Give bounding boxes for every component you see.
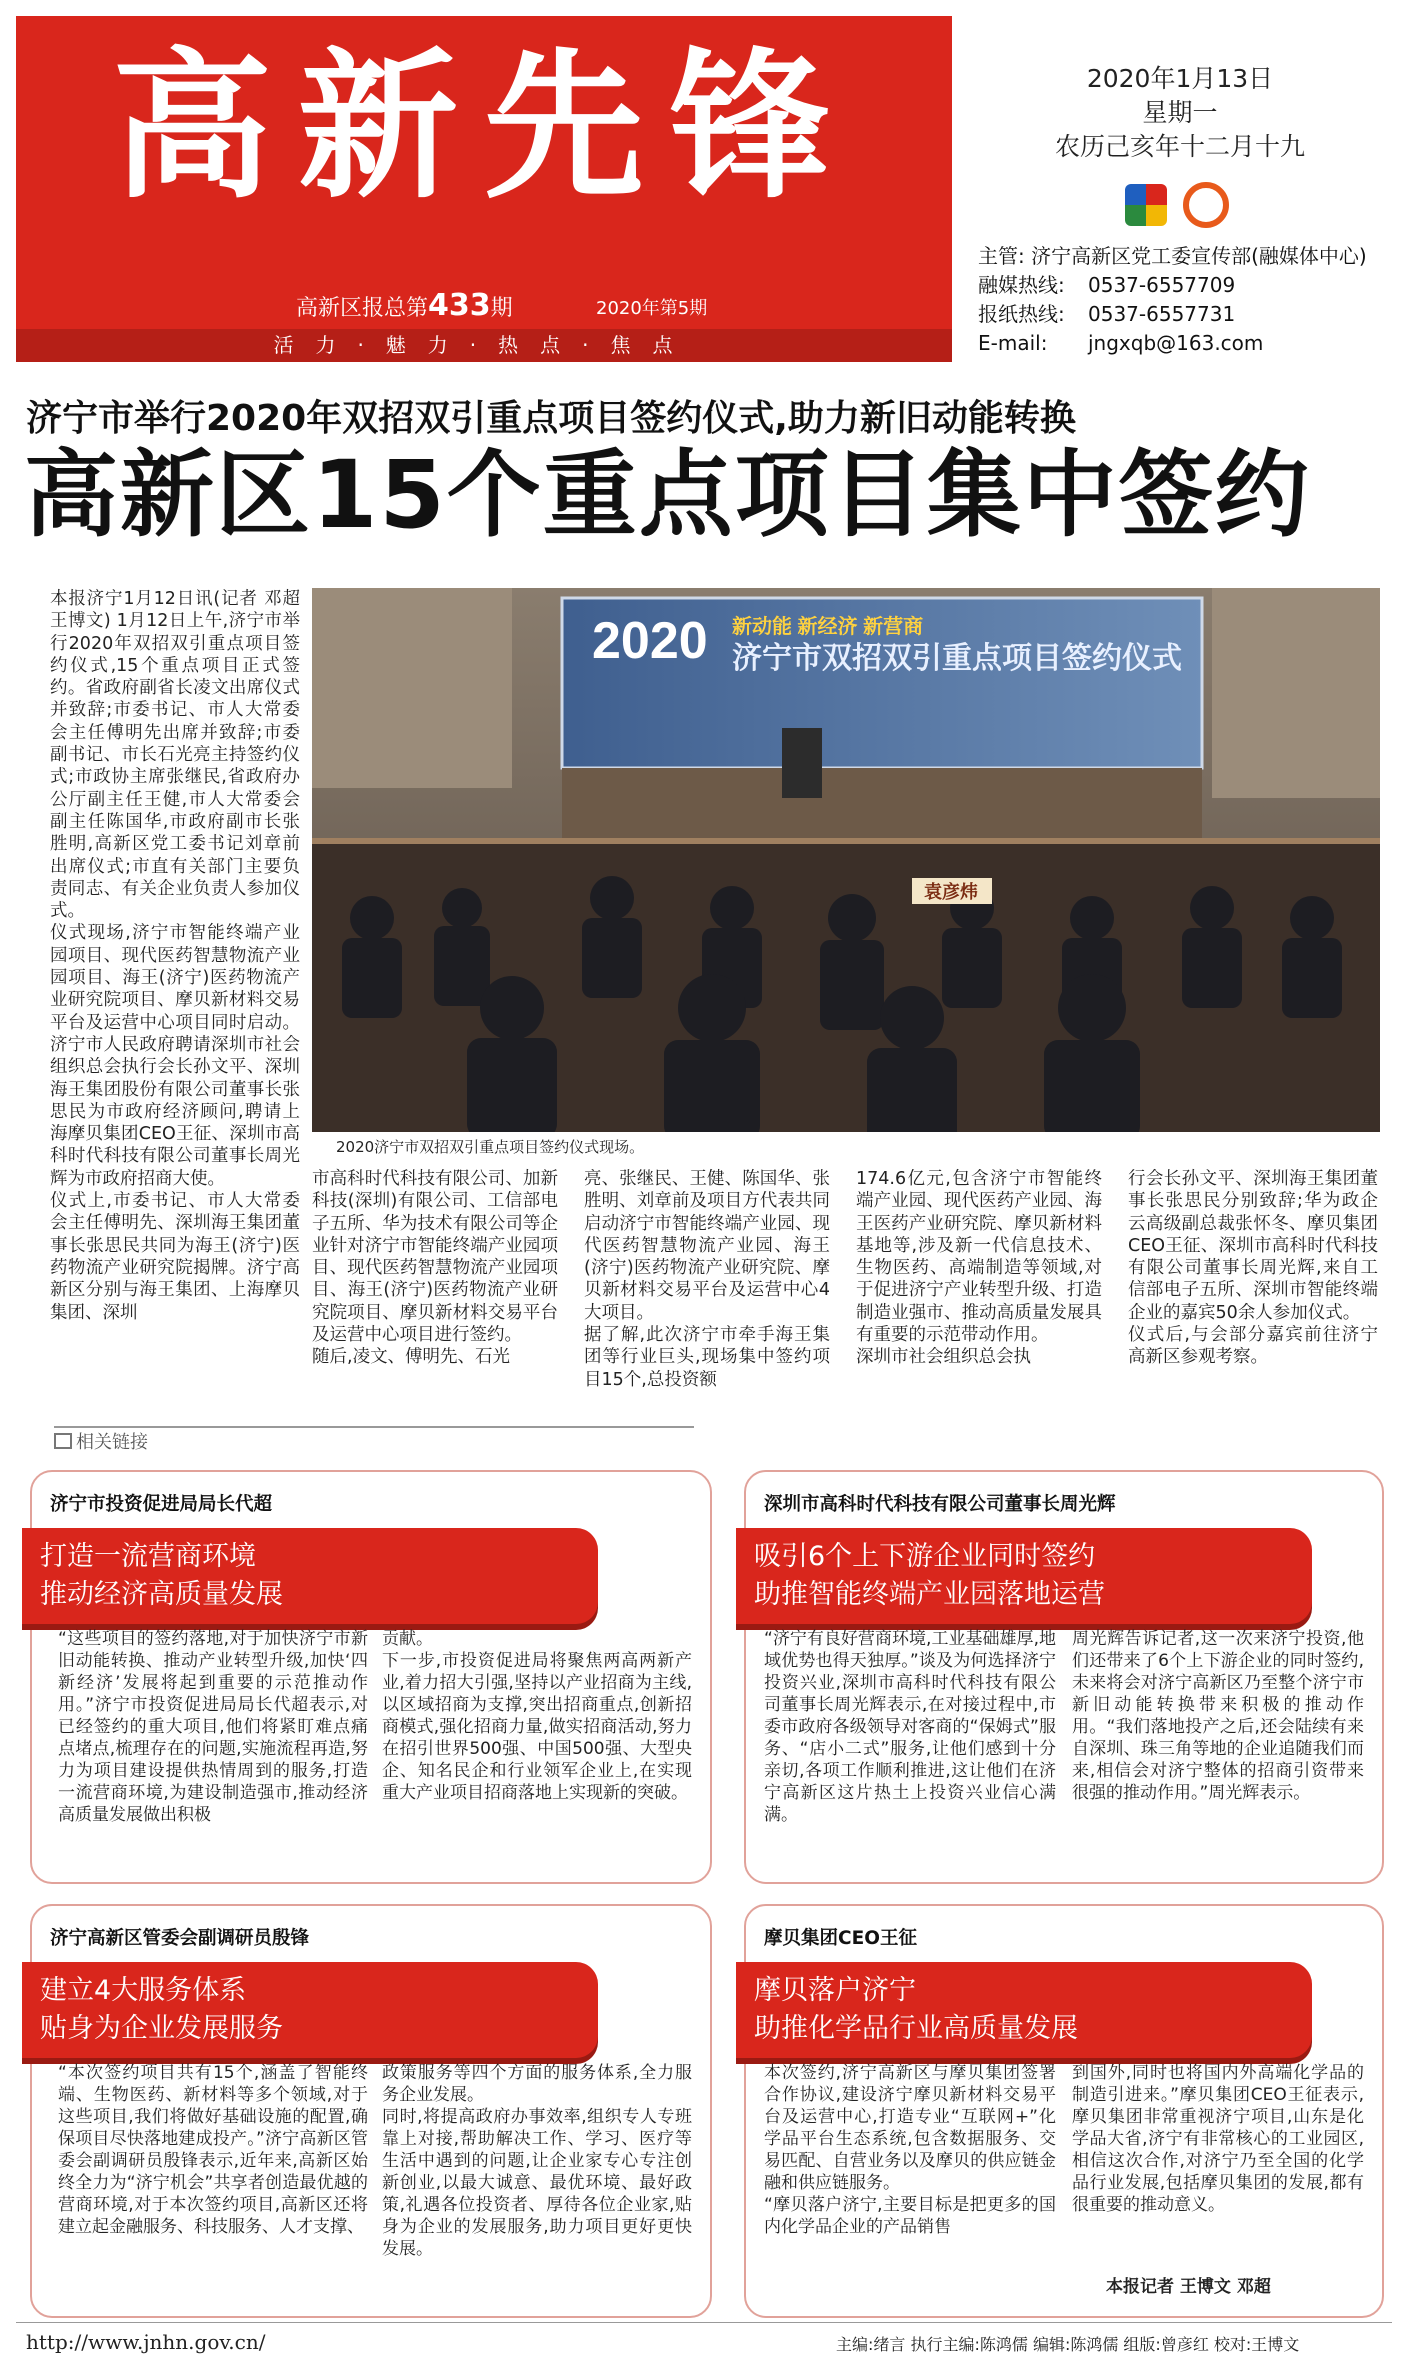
card-3-person: 济宁高新区管委会副调研员殷锋 xyxy=(50,1928,310,1949)
photo-nameplate: 袁彦炜 xyxy=(924,882,978,902)
related-card-1 xyxy=(30,1470,712,1884)
card-3-banner xyxy=(22,1962,598,2058)
masthead-title: 高新先锋 xyxy=(111,32,856,220)
date-block xyxy=(1030,62,1330,164)
district-logo-icon xyxy=(1183,182,1229,228)
card-4-banner xyxy=(736,1962,1312,2058)
photo-banner-year: 2020 xyxy=(592,612,708,670)
issue-number xyxy=(296,288,513,323)
card-3-banner-line1: 建立4大服务体系 xyxy=(40,1975,247,2006)
card-4-byline: 本报记者 王博文 邓超 xyxy=(1106,2277,1271,2297)
article-col-4: 174.6亿元,包含济宁市智能终端产业园、现代医药产业园、海王医药产业研究院、摩贝新材料基地等,涉及新一代信息技术、生物医药、高端制造等领域,对于促进济宁产业转型升级、打造制造业强市、推动高质量发展具有重要的示范带动作用。 深圳市社会组织总会执 xyxy=(856,1169,1102,1368)
card-1-person: 济宁市投资促进局局长代超 xyxy=(50,1494,273,1515)
media-center-logo-icon xyxy=(1125,184,1167,226)
article-col-2: 市高科时代科技有限公司、加新科技(深圳)有限公司、工信部电子五所、华为技术有限公司等企业针对济宁市智能终端产业园项目、现代医药智慧物流产业园项目、海王(济宁)医药物流产业研究院项目、摩贝新材料交易平台及运营中心项目进行签约。 随后,凌文、傅明先、石光 xyxy=(312,1169,558,1368)
issue-suffix: 期 xyxy=(490,296,513,321)
photo-banner-title: 济宁市双招双引重点项目签约仪式 xyxy=(732,642,1182,675)
year-issue: 2020年第5期 xyxy=(596,298,708,319)
issue-count: 433 xyxy=(428,288,491,323)
card-3-banner-line2: 贴身为企业发展服务 xyxy=(40,2013,283,2044)
card-2-text-left: “济宁有良好营商环境,工业基础雄厚,地域优势也得天独厚。”谈及为何选择济宁投资兴业,深圳市高科时代科技有限公司董事长周光辉表示,在对接过程中,市委市政府各级领导对客商的“保姆式”服务、“店小二式”服务,让他们感到十分亲切,各项工作顺利推进,这让他们在济宁高新区这片热土上投资兴业信心满满。 xyxy=(764,1629,1056,1825)
card-1-banner-line1: 打造一流营商环境 xyxy=(40,1541,256,1572)
card-4-text-right: 到国外,同时也将国内外高端化学品的制造引进来。”摩贝集团CEO王征表示,摩贝集团非常重视济宁项目,山东是化学品大省,济宁有非常核心的工业园区,相信这次合作,对济宁乃至全国的化学品行业发展,包括摩贝集团的发展,都有很重要的推动意义。 xyxy=(1072,2063,1364,2215)
masthead xyxy=(16,16,952,362)
card-4-text-left: 本次签约,济宁高新区与摩贝集团签署合作协议,建设济宁摩贝新材料交易平台及运营中心,打造专业“互联网+”化学品平台生态系统,包含数据服务、交易匹配、自营业务以及摩贝的供应链金融和供应链服务。 “摩贝落户济宁,主要目标是把更多的国内化学品企业的产品销售 xyxy=(764,2063,1056,2237)
card-1-banner-line2: 推动经济高质量发展 xyxy=(40,1579,283,1610)
card-2-banner-line2: 助推智能终端产业园落地运营 xyxy=(754,1579,1105,1610)
email: jngxqb@163.com xyxy=(1088,331,1264,355)
related-card-2 xyxy=(744,1470,1384,1884)
tip-line: 0537-6557731 xyxy=(1088,302,1236,326)
hotline: 0537-6557709 xyxy=(1088,273,1236,297)
event-photo-image xyxy=(312,588,1380,1132)
hotline-label: 融媒热线: xyxy=(978,273,1065,297)
footer-credits: 主编:绪言 执行主编:陈鸿儒 编辑:陈鸿儒 组版:曾彦红 校对:王博文 xyxy=(836,2335,1300,2354)
related-card-4 xyxy=(744,1904,1384,2318)
gregorian-date: 2020年1月13日 xyxy=(1086,64,1274,93)
host-label: 主管: xyxy=(978,244,1025,268)
photo-banner-tags: 新动能 新经济 新营商 xyxy=(732,616,924,638)
card-2-banner-line1: 吸引6个上下游企业同时签约 xyxy=(754,1541,1096,1572)
card-2-banner xyxy=(736,1528,1312,1624)
article-col-5: 行会长孙文平、深圳海王集团董事长张思民分别致辞;华为政企云高级副总裁张怀冬、摩贝集团CEO王征、深圳市高科时代科技有限公司董事长周光辉,来自工信部电子五所、深圳市智能终端企业的嘉宾50余人参加仪式。 仪式后,与会部分嘉宾前往济宁高新区参观考察。 xyxy=(1128,1169,1378,1368)
card-1-banner xyxy=(22,1528,598,1624)
card-2-person: 深圳市高科时代科技有限公司董事长周光辉 xyxy=(764,1494,1116,1515)
card-1-text-left: “这些项目的签约落地,对于加快济宁市新旧动能转换、推动产业转型升级,加快‘四新经济’发展将起到重要的示范推动作用。”济宁市投资促进局局长代超表示,对已经签约的重大项目,他们将紧盯难点痛点堵点,梳理存在的问题,实施流程再造,努力为项目建设提供热情周到的服务,打造一流营商环境,为建设制造强市,推动经济高质量发展做出积极 xyxy=(58,1629,368,1825)
footer-url[interactable]: http://www.jnhn.gov.cn/ xyxy=(26,2330,266,2354)
card-3-text-left: “本次签约项目共有15个,涵盖了智能终端、生物医药、新材料等多个领域,对于这些项目,我们将做好基础设施的配置,确保项目尽快落地建成投产。”济宁高新区管委会副调研员殷锋表示,近年来,高新区始终全力为“济宁机会”共享者创造最优越的营商环境,对于本次签约项目,高新区还将建立起金融服务、科技服务、人才支撑、 xyxy=(58,2063,368,2237)
card-3-text-right: 政策服务等四个方面的服务体系,全力服务企业发展。 同时,将提高政府办事效率,组织专人专班靠上对接,帮助解决工作、学习、医疗等生活中遇到的问题,让企业家专心专注创新创业,以最大诚意、最优环境、最好政策,礼遇各位投资者、厚待各位企业家,贴身为企业的发展服务,助力项目更好更快发展。 xyxy=(382,2063,692,2259)
lunar-date: 农历己亥年十二月十九 xyxy=(1054,132,1305,161)
email-label: E-mail: xyxy=(978,331,1048,355)
weekday: 星期一 xyxy=(1142,98,1218,127)
footer-rule xyxy=(16,2322,1392,2323)
related-links-bar xyxy=(54,1426,694,1452)
card-2-text-right: 周光辉告诉记者,这一次来济宁投资,他们还带来了6个上下游企业的同时签约,未来将会对济宁高新区乃至整个济宁市新旧动能转换带来积极的推动作用。“我们落地投产之后,还会陆续有来自深圳、珠三角等地的企业追随我们而来,相信会对济宁整体的招商引资带来很强的推动作用。”周光辉表示。 xyxy=(1072,1629,1364,1803)
article-col-1: 本报济宁1月12日讯(记者 邓超 王博文) 1月12日上午,济宁市举行2020年双招双引重点项目签约仪式,15个重点项目正式签约。省政府副省长凌文出席仪式并致辞;市委书记、市人大常委会主任傅明先出席并致辞;市委副书记、市长石光亮主持签约仪式;市政协主席张继民,省政府办公厅副主任王健,市人大常委会副主任陈国华,市政府副市长张胜明,高新区党工委书记刘章前出席仪式;市直有关部门主要负责同志、有关企业负责人参加仪式。 仪式现场,济宁市智能终端产业园项目、现代医药智慧物流产业园项目、海王(济宁)医药物流产业研究院项目、摩贝新材料交易平台及运营中心项目同时启动。济宁市人民政府聘请深圳市社会组织总会执行会长孙文平、深圳海王集团股份有限公司董事长张思民为市政府经济顾问,聘请上海摩贝集团CEO王征、深圳市高科时代科技有限公司董事长周光辉为市政府招商大使。 仪式上,市委书记、市人大常委会主任傅明先、深圳海王集团董事长张思民共同为海王(济宁)医药物流产业研究院揭牌。济宁高新区分别与海王集团、上海摩贝集团、深圳 xyxy=(50,589,300,1323)
card-1-text-right: 贡献。 下一步,市投资促进局将聚焦两高两新产业,着力招大引强,坚持以产业招商为主线,以区域招商为支撑,突出招商重点,创新招商模式,强化招商力量,做实招商活动,努力在招引世界500强、中国500强、大型央企、知名民企和行业领军企业上,在实现重大产业项目招商落地上实现新的突破。 xyxy=(382,1629,692,1803)
related-label: 相关链接 xyxy=(76,1432,148,1453)
host: 济宁高新区党工委宣传部(融媒体中心) xyxy=(1031,244,1367,268)
event-photo xyxy=(312,588,1380,1132)
article-subhead: 济宁市举行2020年双招双引重点项目签约仪式,助力新旧动能转换 xyxy=(26,398,1076,439)
photo-caption: 2020济宁市双招双引重点项目签约仪式现场。 xyxy=(336,1138,645,1156)
issue-prefix: 高新区报总第 xyxy=(296,296,429,321)
related-card-3 xyxy=(30,1904,712,2318)
tip-label: 报纸热线: xyxy=(978,302,1065,326)
article-headline: 高新区15个重点项目集中签约 xyxy=(24,441,1311,550)
related-box-icon xyxy=(54,1433,72,1449)
card-4-banner-line1: 摩贝落户济宁 xyxy=(754,1975,916,2006)
publisher-logos xyxy=(1125,180,1245,230)
slogan: 活力·魅力·热点·焦点 xyxy=(16,329,952,362)
card-4-banner-line2: 助推化学品行业高质量发展 xyxy=(754,2013,1078,2044)
article-col-3: 亮、张继民、王健、陈国华、张胜明、刘章前及项目方代表共同启动济宁市智能终端产业园、现代医药智慧物流产业园、海王(济宁)医药物流产业研究院、摩贝新材料交易平台及运营中心4大项目。 据了解,此次济宁市牵手海王集团等行业巨头,现场集中签约项目15个,总投资额 xyxy=(584,1169,830,1390)
contact-info xyxy=(978,242,1367,358)
card-4-person: 摩贝集团CEO王征 xyxy=(764,1928,917,1949)
